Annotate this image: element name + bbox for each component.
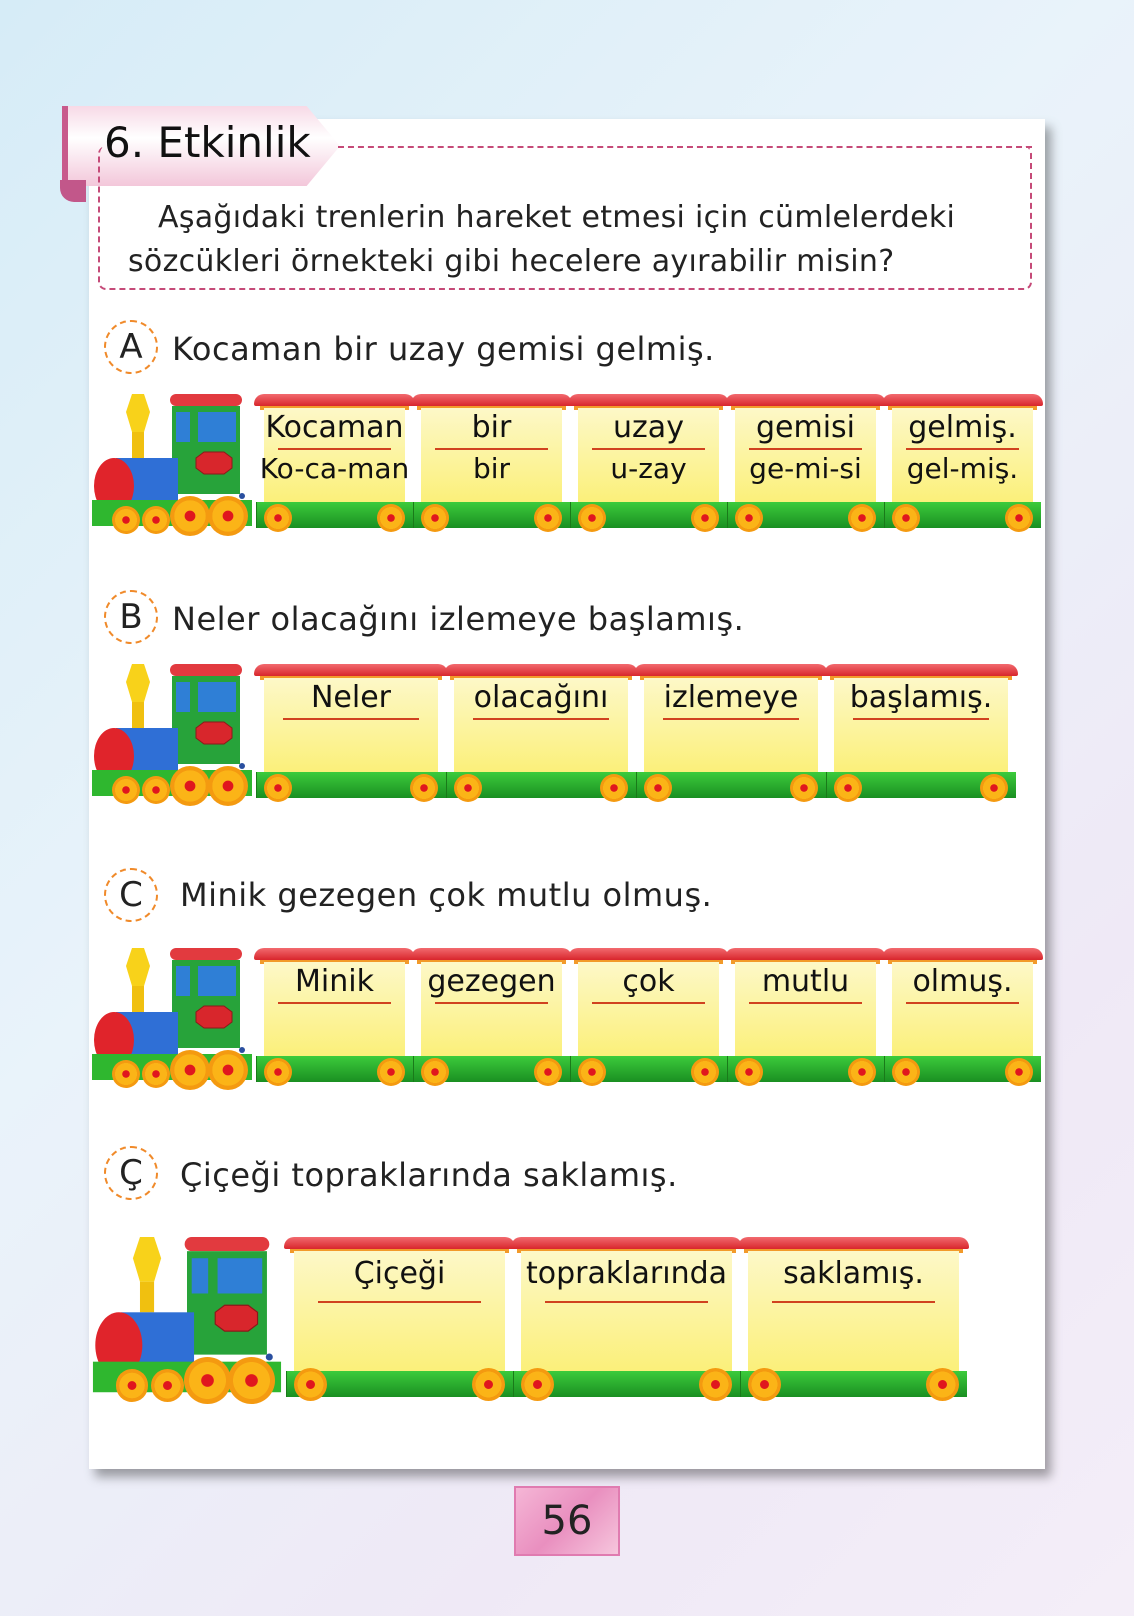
answer-line[interactable] xyxy=(473,718,610,720)
syllable-answer: u-zay xyxy=(610,452,687,485)
answer-line[interactable] xyxy=(906,448,1019,450)
answer-line[interactable] xyxy=(318,1301,481,1303)
wagon-word: olmuş. xyxy=(912,964,1013,999)
answer-line[interactable] xyxy=(278,1002,391,1004)
wheel xyxy=(748,1368,781,1401)
wagon xyxy=(413,394,570,528)
wagon xyxy=(570,948,727,1082)
wagon-word: olacağını xyxy=(473,680,609,715)
wagon-word: Çiçeği xyxy=(353,1255,446,1291)
answer-line[interactable] xyxy=(592,448,705,450)
wagon xyxy=(286,1237,513,1397)
wagon-word: izlemeye xyxy=(663,680,799,715)
locomotive xyxy=(92,942,252,1094)
wagon-word: Minik xyxy=(295,964,374,999)
wheel xyxy=(926,1368,959,1401)
wagon-roof xyxy=(284,1237,515,1249)
answer-line[interactable] xyxy=(772,1301,935,1303)
wagon xyxy=(826,664,1016,798)
wheel xyxy=(735,1058,763,1086)
wheel xyxy=(600,774,628,802)
locomotive xyxy=(92,1230,282,1408)
wagon-roof xyxy=(254,394,415,406)
wagon xyxy=(513,1237,740,1397)
answer-line[interactable] xyxy=(749,1002,862,1004)
wagon-word: bir xyxy=(471,410,512,445)
wheel xyxy=(294,1368,327,1401)
answer-line[interactable] xyxy=(592,1002,705,1004)
exercise-letter-badge: B xyxy=(104,590,158,644)
wheel xyxy=(691,1058,719,1086)
wheel xyxy=(112,506,140,534)
wheel xyxy=(790,774,818,802)
wagon-roof xyxy=(824,664,1018,676)
wagon-word: uzay xyxy=(613,410,684,445)
wheel xyxy=(264,774,292,802)
answer-line[interactable] xyxy=(435,1002,548,1004)
wagon-roof xyxy=(511,1237,742,1249)
exercise-sentence: Çiçeği topraklarında saklamış. xyxy=(180,1156,678,1194)
wheel xyxy=(170,766,210,806)
wheel xyxy=(699,1368,732,1401)
page-number: 56 xyxy=(514,1486,620,1556)
wagon-word: Neler xyxy=(310,680,392,715)
wheel xyxy=(142,1060,170,1088)
wagon-roof xyxy=(882,394,1043,406)
wagon-word: saklamış. xyxy=(783,1255,924,1291)
answer-line[interactable] xyxy=(435,448,548,450)
wagon xyxy=(884,394,1041,528)
answer-line[interactable] xyxy=(749,448,862,450)
wheel xyxy=(848,504,876,532)
answer-line[interactable] xyxy=(545,1301,708,1303)
wagon-roof xyxy=(725,394,886,406)
wheel xyxy=(112,776,140,804)
exercise-sentence: Kocaman bir uzay gemisi gelmiş. xyxy=(172,330,715,368)
exercise-letter-badge: Ç xyxy=(104,1146,158,1200)
wheel xyxy=(454,774,482,802)
wagon-word: topraklarında xyxy=(525,1255,728,1291)
syllable-answer: ge-mi-si xyxy=(749,452,862,485)
wheel xyxy=(834,774,862,802)
wagon-word: gezegen xyxy=(427,964,556,999)
wheel xyxy=(892,504,920,532)
wagon-roof xyxy=(882,948,1043,960)
wheel xyxy=(472,1368,505,1401)
wheel xyxy=(264,504,292,532)
wagon-roof xyxy=(568,394,729,406)
locomotive xyxy=(92,658,252,810)
wagon-roof xyxy=(568,948,729,960)
wheel xyxy=(892,1058,920,1086)
ribbon-curl xyxy=(60,180,86,202)
wagon-roof xyxy=(634,664,828,676)
wagon-roof xyxy=(411,394,572,406)
syllable-answer: Ko-ca-man xyxy=(259,452,410,485)
wagon xyxy=(413,948,570,1082)
wheel xyxy=(1005,1058,1033,1086)
answer-line[interactable] xyxy=(283,718,420,720)
answer-line[interactable] xyxy=(663,718,800,720)
wagon xyxy=(570,394,727,528)
wheel xyxy=(521,1368,554,1401)
answer-line[interactable] xyxy=(906,1002,1019,1004)
wheel xyxy=(578,504,606,532)
wheel xyxy=(116,1369,149,1402)
answer-line[interactable] xyxy=(278,448,391,450)
exercise-sentence: Minik gezegen çok mutlu olmuş. xyxy=(180,876,713,914)
wagon xyxy=(884,948,1041,1082)
wheel xyxy=(142,506,170,534)
wagon-roof xyxy=(254,948,415,960)
wheel xyxy=(691,504,719,532)
wheel xyxy=(377,504,405,532)
syllable-answer: bir xyxy=(472,452,511,485)
wheel xyxy=(208,1050,248,1090)
wheel xyxy=(848,1058,876,1086)
locomotive xyxy=(92,388,252,540)
syllable-answer: gel-miş. xyxy=(906,452,1019,485)
wheel xyxy=(644,774,672,802)
wagon-word: gelmiş. xyxy=(908,410,1017,445)
instruction-line-2: sözcükleri örnekteki gibi hecelere ayırabilir misin? xyxy=(128,244,895,279)
exercise-sentence: Neler olacağını izlemeye başlamış. xyxy=(172,600,745,638)
wheel xyxy=(208,496,248,536)
wheel xyxy=(170,496,210,536)
wagon-word: mutlu xyxy=(761,964,850,999)
wheel xyxy=(142,776,170,804)
instruction-text xyxy=(128,196,955,284)
wheel xyxy=(184,1357,231,1404)
wheel xyxy=(410,774,438,802)
wheel xyxy=(264,1058,292,1086)
wheel xyxy=(208,766,248,806)
wagon xyxy=(256,394,413,528)
wheel xyxy=(112,1060,140,1088)
wagon xyxy=(446,664,636,798)
wheel xyxy=(980,774,1008,802)
wagon xyxy=(740,1237,967,1397)
wagon-word: başlamış. xyxy=(849,680,993,715)
wheel xyxy=(578,1058,606,1086)
wagon xyxy=(636,664,826,798)
wagon xyxy=(256,948,413,1082)
wagon-roof xyxy=(254,664,448,676)
wheel xyxy=(377,1058,405,1086)
answer-line[interactable] xyxy=(853,718,990,720)
wagon-word: gemisi xyxy=(755,410,856,445)
wheel xyxy=(421,1058,449,1086)
wheel xyxy=(170,1050,210,1090)
wagon xyxy=(256,664,446,798)
wagon-roof xyxy=(444,664,638,676)
wheel xyxy=(534,504,562,532)
wagon-roof xyxy=(738,1237,969,1249)
wagon xyxy=(727,948,884,1082)
wagon xyxy=(727,394,884,528)
exercise-letter-badge: A xyxy=(104,320,158,374)
wheel xyxy=(421,504,449,532)
wheel xyxy=(151,1369,184,1402)
wagon-word: çok xyxy=(622,964,675,999)
activity-title: 6. Etkinlik xyxy=(104,118,311,167)
wheel xyxy=(1005,504,1033,532)
wheel xyxy=(534,1058,562,1086)
exercise-letter-badge: C xyxy=(104,868,158,922)
wheel xyxy=(735,504,763,532)
instruction-line-1: Aşağıdaki trenlerin hareket etmesi için cümlelerdeki xyxy=(158,200,956,235)
wagon-roof xyxy=(725,948,886,960)
wagon-roof xyxy=(411,948,572,960)
wagon-word: Kocaman xyxy=(265,410,404,445)
